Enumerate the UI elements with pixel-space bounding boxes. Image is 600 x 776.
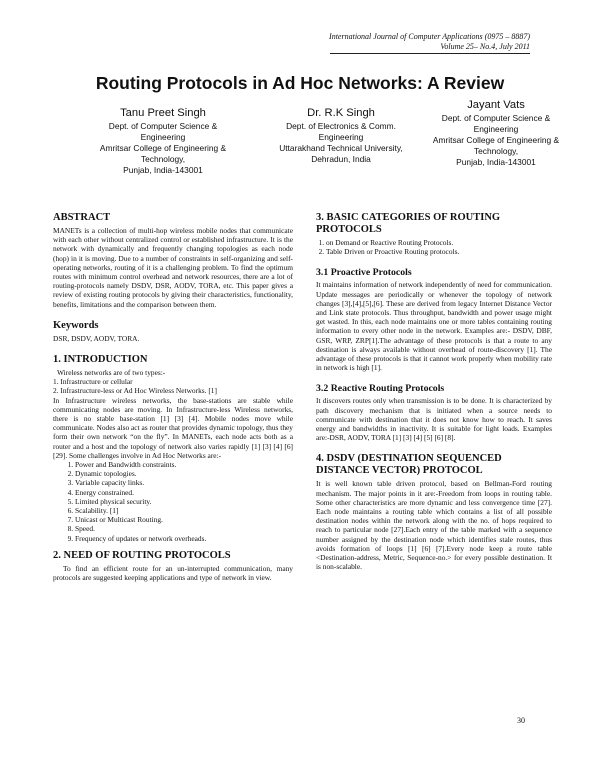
proactive-heading: 3.1 Proactive Protocols: [316, 267, 412, 279]
dsdv-text: It is well known table driven protocol, based on Bellman-Ford routing mechanism. The major points in it are:-Freedom from loops in routing table. Some other characteristics are more dynamic and less convergence time [27]. Each node maintains a routing table which contains a list of all possible destination nodes within the network along with the no. of hops required to reach to particular node [27].Each entry of the table marked with a sequence number assigned by the destination node which identifies stale routes, thus avoids formation of loops [1] [6] [7].Every node keep a route table <Destination-address, Metric, Sequence-no.> for every possible destination. It is non-scalable.: [316, 479, 552, 572]
list-item: 2. Table Driven or Proactive Routing protocols.: [326, 247, 552, 256]
list-item: 1. Power and Bandwidth constraints.: [75, 460, 293, 469]
list-item: 1. on Demand or Reactive Routing Protocols.: [326, 238, 552, 247]
author-affiliation-line: Dept. of Computer Science &: [108, 121, 218, 131]
list-item: 7. Unicast or Multicast Routing.: [75, 515, 293, 524]
introduction-heading: 1. INTRODUCTION: [53, 354, 148, 366]
journal-header: [329, 32, 530, 54]
intro-lead: Wireless networks are of two types:-: [57, 368, 166, 378]
categories-list: [316, 238, 552, 256]
list-item: 4. Energy constrained.: [75, 488, 293, 497]
author-affiliation-line: Dehradun, India: [311, 154, 371, 164]
keywords-text: DSR, DSDV, AODV, TORA.: [53, 333, 140, 343]
need-heading: 2. NEED OF ROUTING PROTOCOLS: [53, 549, 231, 561]
intro-type-item: 2. Infrastructure-less or Ad Hoc Wireless Networks. [1]: [53, 386, 217, 396]
author-name: Dr. R.K Singh: [307, 107, 375, 119]
intro-paragraph: In Infrastructure wireless networks, the base-stations are stable while communicating nodes are moving. In Infrastructure-less Wireless networks, there is no stable base-station [1] [3] [4]. Mobile nodes move while communicate. Nodes also act as router that provides dynamic topology, thus they form their own network “on the fly”. In MANETs, each node acts both as a router and a host and the topology of network also varies rapidly [1] [3] [4] [6] [29]. Some challenges involve in Ad Hoc Networks are:-: [53, 395, 293, 460]
intro-type-item: 1. Infrastructure or cellular: [53, 377, 133, 387]
author-affiliation-line: Dept. of Computer Science &: [441, 113, 551, 123]
categories-heading: 3. BASIC CATEGORIES OF ROUTING PROTOCOLS: [316, 212, 501, 235]
keywords-heading: Keywords: [53, 319, 99, 331]
author-affiliation-line: Punjab, India-143001: [123, 165, 203, 175]
author-affiliation-line: Engineering: [318, 132, 364, 142]
list-item: 6. Scalability. [1]: [75, 506, 293, 515]
author-block-1: [72, 106, 254, 176]
proactive-text: It maintains information of network independently of need for communication. Update messages are periodically or whenever the topology of network changes [3],[4],[5],[6]. These are derived from legacy Internet Distance Vector and Link state protocols. Thus throughput, bandwidth and power usage might get wasted. In this, each node maintains one or more tables containing routing information to every other node in the network. Examples are:- DSDV, DBF, GSR, WRP, ZRP[1].The advantage of these protocols is that a route to any destination is always available without overhead of route-discovery [1]. The advantage of these protocols is that it cannot work properly when mobility rate in network is high [1].: [316, 280, 552, 373]
author-affiliation-line: Engineering: [473, 124, 519, 134]
author-name: Jayant Vats: [467, 99, 525, 111]
abstract-text: MANETs is a collection of multi-hop wireless mobile nodes that communicate with each other without centralized control or established infrastructure. It is the network with dynamically and frequently changing topologies as each node (hop) in it is moving. Due to a number of constraints in self-organizing and self-operating networks, routing of it is a challenging problem. To find the optimum routes with minimum control overhead and network resources, there are a lot of routing-protocols namely DSDV, DSR, AODV, TORA, etc. This paper gives a review of existing routing protocols by giving their characteristics, functionality, benefits, limitations and the comparison between them.: [53, 226, 293, 309]
author-affiliation-line: Amritsar College of Engineering &: [99, 143, 227, 153]
journal-volume: Volume 25– No.4, July 2011: [440, 42, 530, 51]
author-affiliation-line: Engineering: [140, 132, 186, 142]
page-number: 30: [517, 716, 525, 725]
list-item: 5. Limited physical security.: [75, 497, 293, 506]
paper-title: Routing Protocols in Ad Hoc Networks: A Review: [95, 73, 505, 93]
author-affiliation-line: Punjab, India-143001: [456, 157, 536, 167]
reactive-heading: 3.2 Reactive Routing Protocols: [316, 383, 445, 395]
list-item: 3. Variable capacity links.: [75, 478, 293, 487]
header-rule: [330, 53, 530, 54]
dsdv-heading: 4. DSDV (DESTINATION SEQUENCED DISTANCE VECTOR) PROTOCOL: [316, 453, 502, 477]
author-affiliation-line: Dept. of Electronics & Comm.: [286, 121, 396, 131]
list-item: 9. Frequency of updates or network overheads.: [75, 534, 293, 543]
right-column: [316, 212, 552, 571]
list-item: 2. Dynamic topologies.: [75, 469, 293, 478]
abstract-heading: ABSTRACT: [53, 212, 111, 223]
challenges-list: [53, 460, 293, 543]
author-block-3: [406, 98, 586, 168]
list-item: 8. Speed.: [75, 524, 293, 533]
author-block-2: [252, 106, 430, 165]
need-text: To find an efficient route for an un-interrupted communication, many protocols are suggested keeping applications and type of network in view.: [53, 563, 293, 583]
left-column: [53, 212, 293, 582]
author-affiliation-line: Amritsar College of Engineering &: [432, 135, 560, 145]
author-affiliation-line: Technology,: [473, 146, 519, 156]
author-affiliation-line: Technology,: [140, 154, 186, 164]
author-affiliation-line: Uttarakhand Technical University,: [279, 143, 403, 153]
journal-name: International Journal of Computer Applications (0975 – 8887): [329, 32, 530, 41]
reactive-text: It discovers routes only when transmission is to be done. It is characterized by path discovery mechanism that is initiated when a source needs to communicate with destination that it does not know how to reach. It saves energy and bandwidths in inactivity. It is suitable for light loads. Examples are:-DSR, AODV, TORA [1] [3] [4] [5] [6] [8].: [316, 396, 552, 443]
author-name: Tanu Preet Singh: [120, 107, 206, 119]
